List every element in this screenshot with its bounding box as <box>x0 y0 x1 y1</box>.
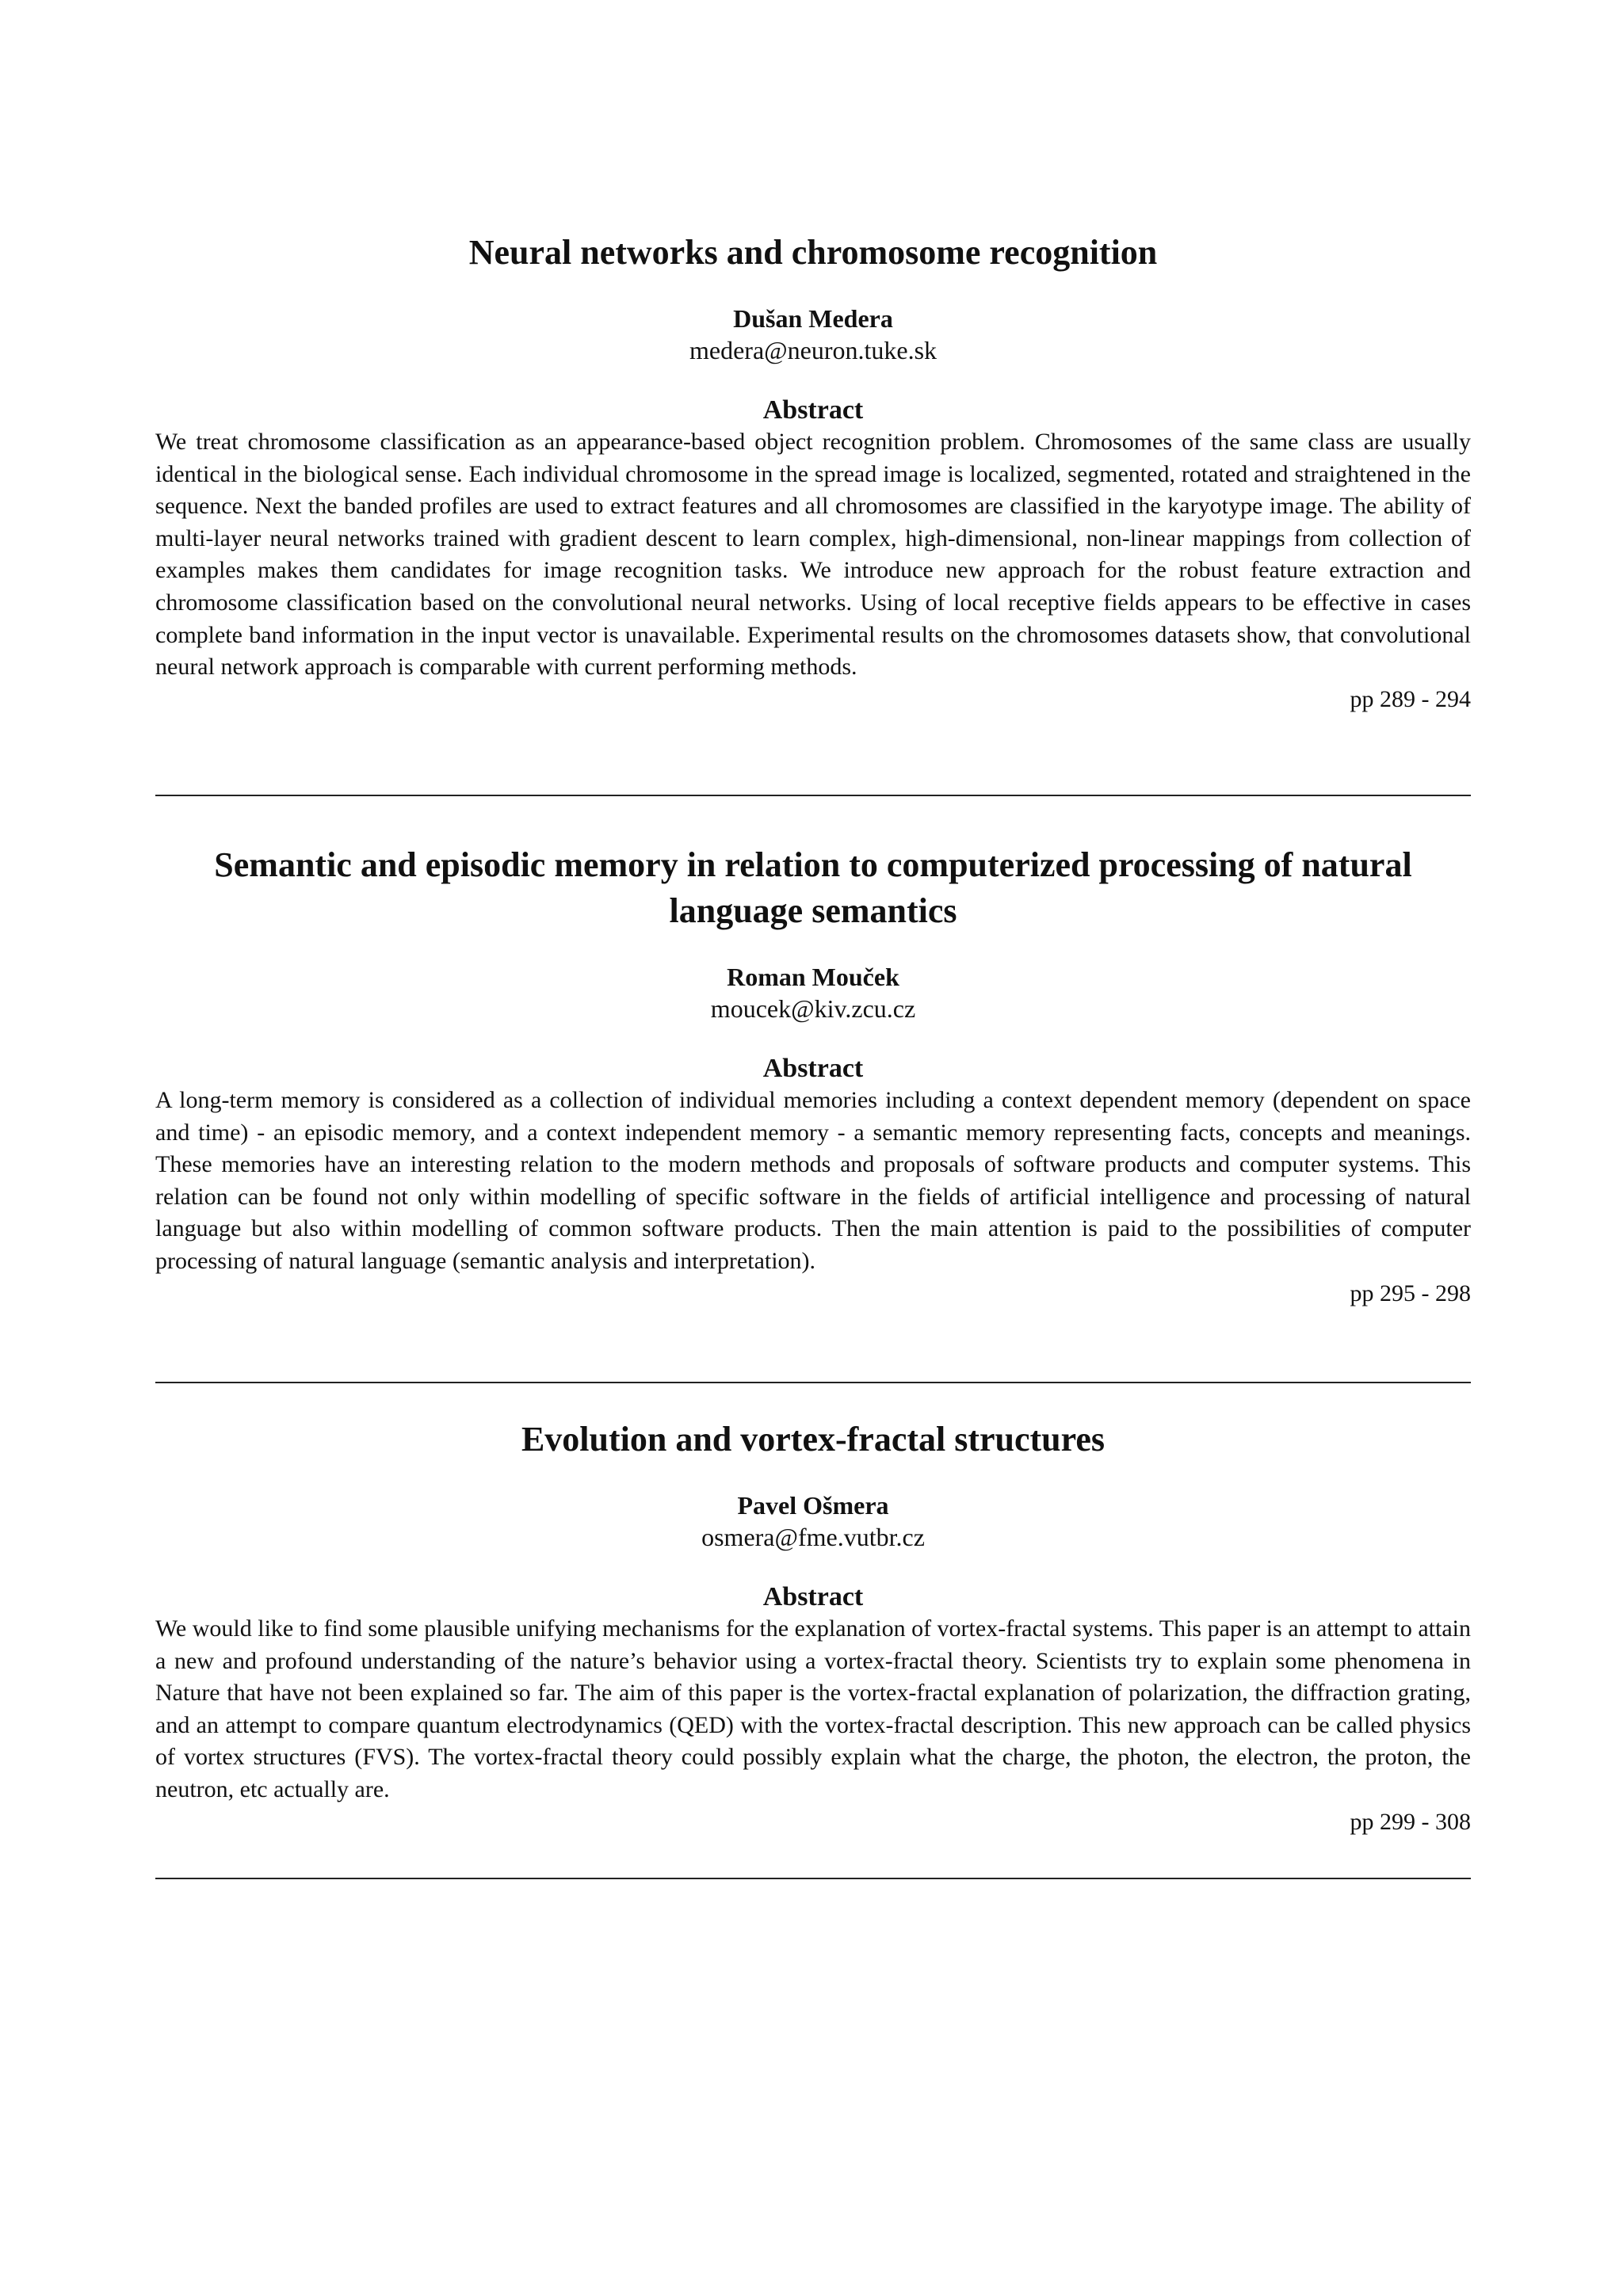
abstract-heading: Abstract <box>762 1582 864 1611</box>
paper-author: Roman Mouček <box>727 963 899 991</box>
section-divider <box>155 1382 1471 1383</box>
paper-title: Neural networks and chromosome recognition <box>468 233 1158 272</box>
paper-title: Semantic and episodic memory in relation to computerized processing of natural language semantics <box>214 845 1412 930</box>
paper-entry-1 <box>155 230 1471 715</box>
paper-author: Pavel Ošmera <box>737 1491 889 1520</box>
abstract-text: A long-term memory is considered as a collection of individual memories including a context dependent memory (dependent on space and time) - an episodic memory, and a context independent memory - a semantic memory representing facts, concepts and meanings. These memories have an interesting relation to the modern methods and proposals of software products and computer systems. This relation can be found not only within modelling of specific software in the fields of artificial intelligence and processing of natural language but also within modelling of common software products. Then the main attention is paid to the possibilities of computer processing of natural language (semantic analysis and interpretation). <box>155 1087 1471 1274</box>
abstract-text: We would like to find some plausible unifying mechanisms for the explanation of vortex-fractal systems. This paper is an attempt to attain a new and profound understanding of the nature’s behavior using a vortex-fractal theory. Scientists try to explain some phenomena in Nature that have not been explained so far. The aim of this paper is the vortex-fractal explanation of polarization, the diffraction grating, and an attempt to compare quantum electrodynamics (QED) with the vortex-fractal description. This new approach can be called physics of vortex structures (FVS). The vortex-fractal theory could possibly explain what the charge, the photon, the electron, the proton, the neutron, etc actually are. <box>155 1615 1471 1802</box>
abstract-heading: Abstract <box>762 395 864 425</box>
paper-author: Dušan Medera <box>733 304 893 333</box>
page-range: pp 295 - 298 <box>1350 1280 1471 1306</box>
section-divider <box>155 795 1471 796</box>
abstract-text: We treat chromosome classification as an appearance-based object recognition problem. Chromosomes of the same class are usually identical in the biological sense. Each individual chromosome in the spread image is localized, segmented, rotated and straightened in the sequence. Next the banded profiles are used to extract features and all chromosomes are classified in the karyotype image. The ability of multi-layer neural networks trained with gradient descent to learn complex, high-dimensional, non-linear mappings from collection of examples makes them candidates for image recognition tasks. We introduce new approach for the robust feature extraction and chromosome classification based on the convolutional neural networks. Using of local receptive fields appears to be effective in cases complete band information in the input vector is unavailable. Experimental results on the chromosomes datasets show, that convolutional neural network approach is comparable with current performing methods. <box>155 429 1471 681</box>
page-range: pp 289 - 294 <box>1350 685 1471 712</box>
document-page <box>155 0 1471 2296</box>
paper-title: Evolution and vortex-fractal structures <box>521 1420 1106 1459</box>
author-email: osmera@fme.vutbr.cz <box>701 1523 925 1551</box>
abstract-heading: Abstract <box>762 1054 864 1083</box>
author-email: medera@neuron.tuke.sk <box>689 336 938 364</box>
page-range: pp 299 - 308 <box>1350 1808 1471 1835</box>
paper-entry-3 <box>155 1417 1471 1838</box>
author-email: moucek@kiv.zcu.cz <box>710 994 916 1023</box>
paper-entry-2 <box>155 842 1471 1310</box>
section-divider <box>155 1878 1471 1879</box>
